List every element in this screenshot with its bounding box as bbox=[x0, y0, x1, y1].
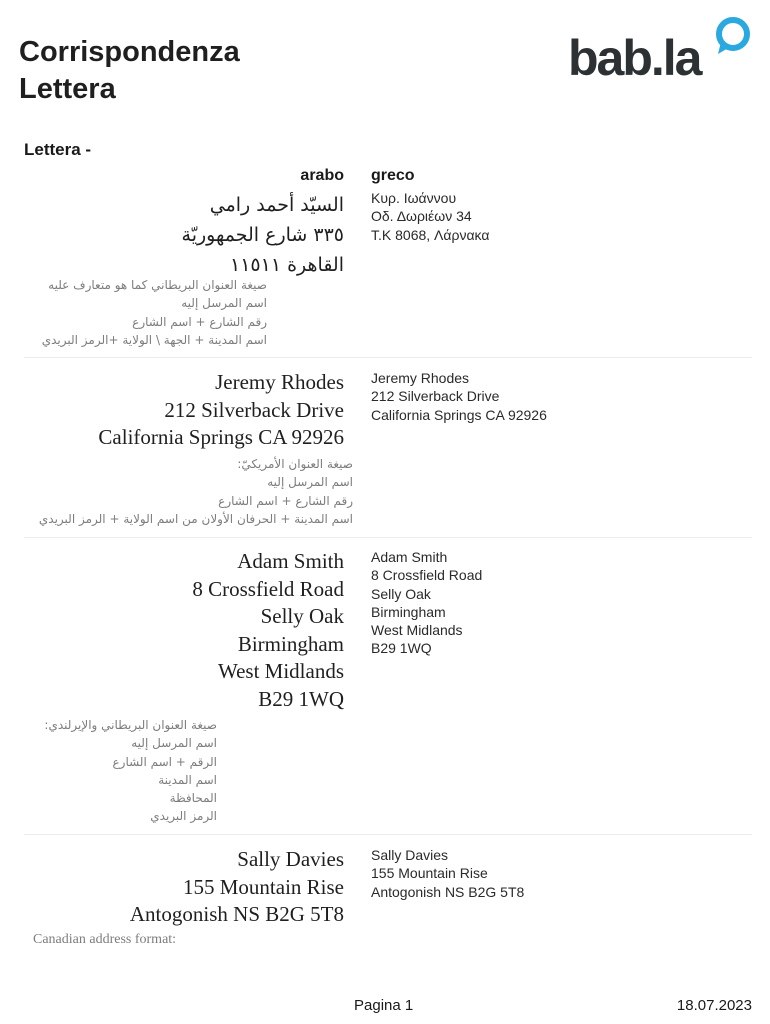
address-line: 8 Crossfield Road bbox=[192, 576, 344, 601]
footer-date: 18.07.2023 bbox=[676, 997, 752, 1014]
address-line: California Springs CA 92926 bbox=[371, 406, 547, 423]
title-line-1: Corrispondenza bbox=[19, 36, 240, 68]
divider bbox=[24, 834, 752, 835]
note-line: رقم الشارع + اسم الشارع bbox=[132, 314, 267, 329]
language-left-heading: arabo bbox=[300, 167, 344, 184]
right-address-block bbox=[371, 548, 482, 658]
right-address-block bbox=[371, 369, 547, 424]
divider bbox=[24, 537, 752, 538]
right-address-block bbox=[371, 189, 489, 244]
address-line: القاهرة ١١٥١١ bbox=[230, 254, 344, 276]
language-right-heading: greco bbox=[371, 167, 415, 184]
note-line: اسم المرسل إليه bbox=[267, 475, 353, 490]
format-note bbox=[42, 276, 267, 349]
note-line: اسم المدينة bbox=[158, 772, 217, 787]
note-line: رقم الشارع + اسم الشارع bbox=[218, 493, 353, 508]
address-line: Birmingham bbox=[237, 631, 344, 656]
speech-bubble-icon bbox=[712, 16, 754, 58]
address-line: Adam Smith bbox=[371, 549, 448, 565]
address-line: 155 Mountain Rise bbox=[183, 874, 344, 899]
address-line: Adam Smith bbox=[237, 549, 344, 573]
page-title bbox=[19, 34, 240, 108]
format-note bbox=[44, 716, 217, 826]
address-line: Antogonish NS B2G 5T8 bbox=[129, 902, 344, 926]
format-note bbox=[33, 931, 176, 949]
address-line: Jeremy Rhodes bbox=[215, 370, 344, 394]
logo-wordmark: bab.la bbox=[568, 30, 701, 86]
left-address-block bbox=[14, 846, 344, 929]
address-line: Κυρ. Ιωάννου bbox=[371, 190, 457, 206]
address-line: Selly Oak bbox=[260, 604, 344, 628]
title-line-2: Lettera bbox=[19, 73, 116, 105]
address-line: Birmingham bbox=[371, 603, 446, 620]
address-line: Jeremy Rhodes bbox=[371, 370, 470, 386]
bab-la-logo[interactable] bbox=[568, 14, 758, 84]
left-address-block bbox=[14, 548, 344, 713]
format-note bbox=[39, 455, 353, 528]
address-line: T.K 8068, Λάρνακα bbox=[371, 226, 490, 243]
note-line: صيغة العنوان الأمريكيّ: bbox=[237, 457, 353, 471]
section-label: Lettera - bbox=[24, 140, 92, 159]
note-line: اسم المرسل إليه bbox=[131, 736, 217, 751]
address-line: 155 Mountain Rise bbox=[371, 865, 488, 882]
note-line: صيغة العنوان البريطاني والإيرلندي: bbox=[44, 718, 217, 732]
note-line: المحافظة bbox=[169, 791, 217, 806]
address-line: B29 1WQ bbox=[371, 640, 432, 657]
address-line: 212 Silverback Drive bbox=[164, 397, 344, 422]
address-line: السيّد أحمد رامي bbox=[209, 194, 344, 216]
right-address-block bbox=[371, 846, 524, 901]
address-line: B29 1WQ bbox=[258, 686, 344, 711]
address-line: West Midlands bbox=[371, 622, 463, 639]
note-line: اسم المدينة + الحرفان الأولان من اسم الولاية + الرمز البريدي bbox=[38, 511, 353, 526]
note-line: اسم المدينة + الجهة \ الولاية +الرمز البريدي bbox=[41, 332, 267, 347]
address-line: Selly Oak bbox=[371, 585, 431, 602]
note-line: الرقم + اسم الشارع bbox=[112, 754, 217, 769]
address-line: 8 Crossfield Road bbox=[371, 567, 483, 584]
note-line: اسم المرسل إليه bbox=[181, 296, 267, 311]
note-line: صيغة العنوان البريطاني كما هو متعارف عليه bbox=[48, 278, 267, 292]
address-line: 212 Silverback Drive bbox=[371, 388, 500, 405]
page-number: Pagina 1 bbox=[354, 997, 414, 1014]
address-line: Sally Davies bbox=[371, 847, 449, 863]
address-line: ٣٣٥ شارع الجمهوريّة bbox=[181, 224, 344, 246]
address-line: Antogonish NS B2G 5T8 bbox=[371, 883, 525, 900]
divider bbox=[24, 357, 752, 358]
address-line: Οδ. Δωριέων 34 bbox=[371, 208, 472, 225]
left-address-block bbox=[14, 369, 344, 452]
note-line: Canadian address format: bbox=[33, 932, 177, 947]
address-line: Sally Davies bbox=[237, 847, 344, 871]
note-line: الرمز البريدي bbox=[150, 809, 217, 824]
address-line: California Springs CA 92926 bbox=[98, 425, 344, 449]
address-line: West Midlands bbox=[217, 659, 344, 683]
left-address-block bbox=[14, 190, 344, 280]
